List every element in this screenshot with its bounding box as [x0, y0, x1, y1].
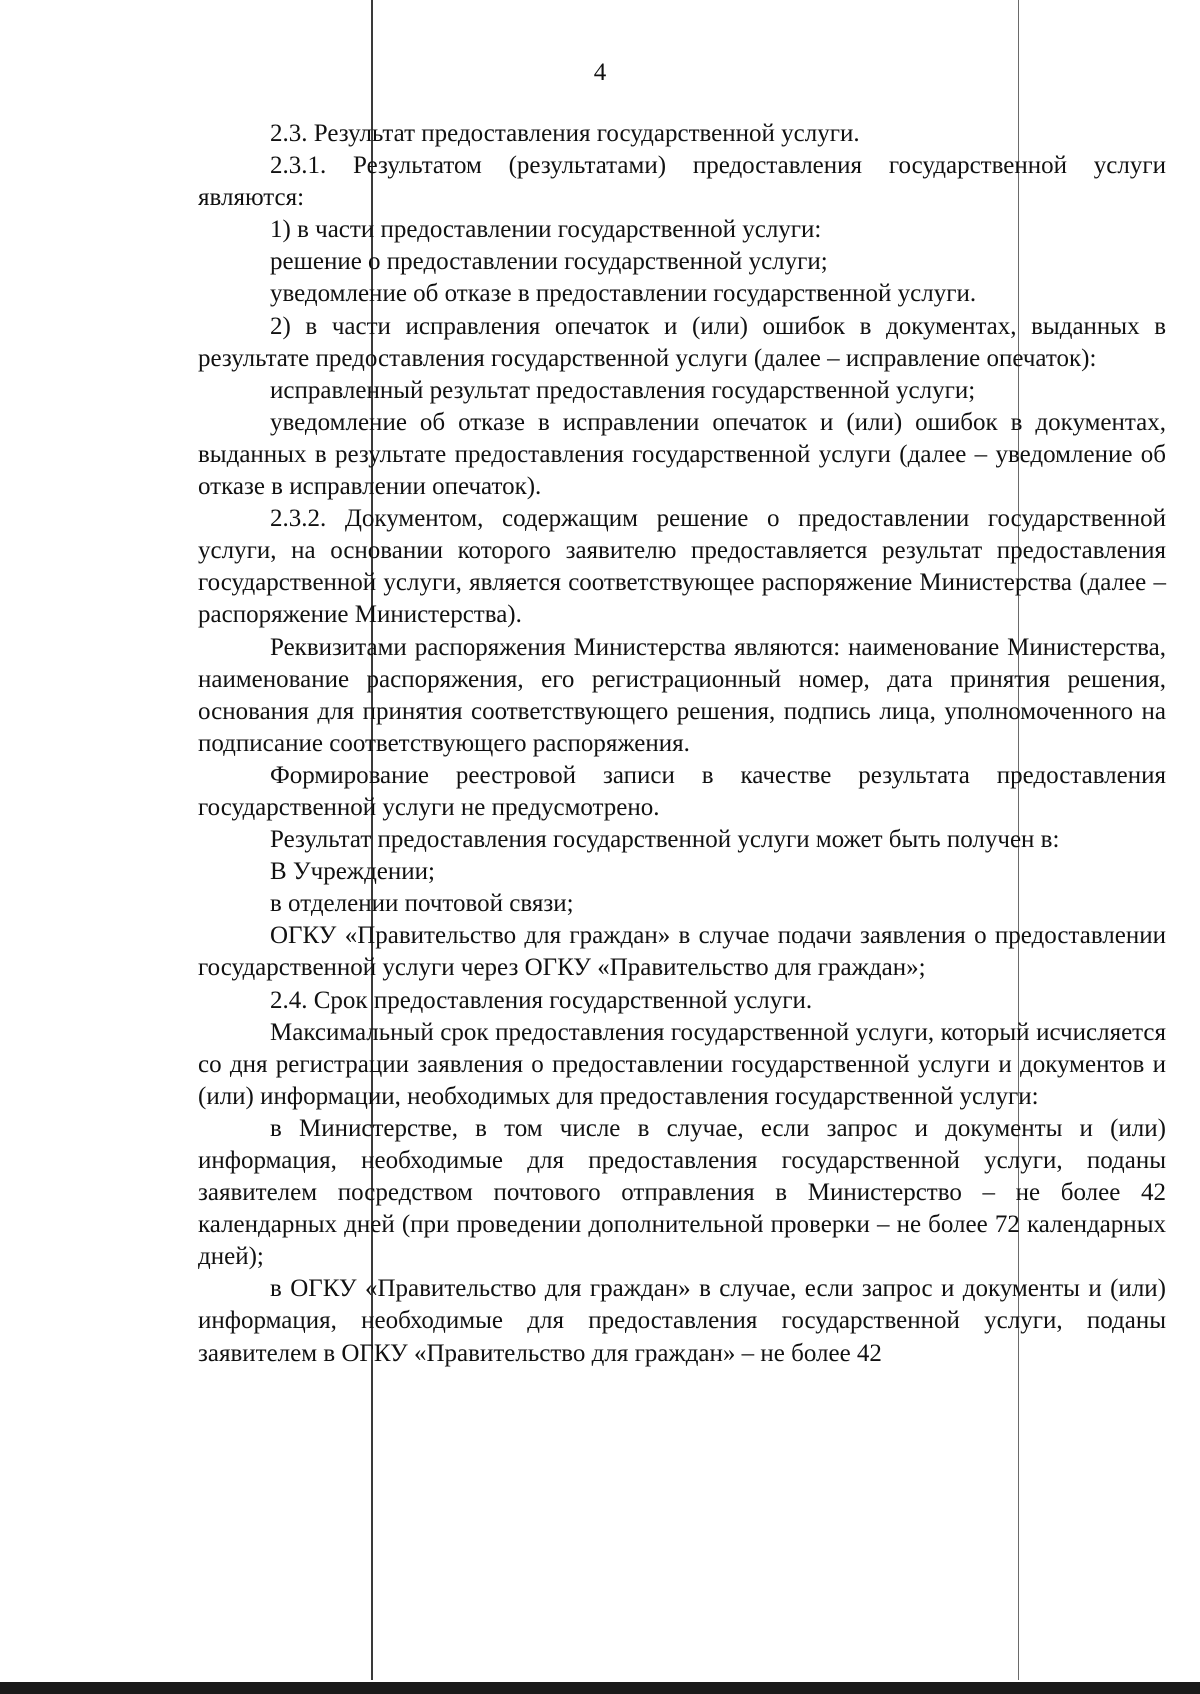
paragraph: Результат предоставления государственной услуги может быть получен в:: [270, 826, 1060, 854]
paragraph: в отделении почтовой связи;: [270, 890, 574, 918]
paragraph: 2.3. Результат предоставления государственной услуги.: [270, 120, 860, 147]
paragraph: Формирование реестровой записи в качестве результата предоставления государственной услуги не предусмотрено.: [198, 761, 1166, 821]
paragraph: решение о предоставлении государственной услуги;: [270, 248, 828, 276]
paragraph: Максимальный срок предоставления государственной услуги, который исчисляется со дня регистрации заявления о предоставлении государственной услуги и документов и (или) информации, необходимых для предоставления государственной услуги:: [198, 1018, 1166, 1110]
paragraph: 2) в части исправления опечаток и (или) ошибок в документах, выданных в результате предоставления государственной услуги (далее – исправление опечаток):: [198, 312, 1166, 372]
document-body: [198, 118, 1166, 1370]
scan-edge-bar: [0, 1682, 1200, 1694]
paragraph: исправленный результат предоставления государственной услуги;: [270, 376, 976, 404]
paragraph: В Учреждении;: [270, 858, 435, 886]
page-number: 4: [593, 59, 607, 86]
paragraph: 2.3.1. Результатом (результатами) предоставления государственной услуги являются:: [198, 152, 1166, 212]
paragraph: 1) в части предоставлении государственной услуги:: [270, 216, 822, 244]
paragraph: уведомление об отказе в предоставлении государственной услуги.: [270, 280, 977, 308]
paragraph: ОГКУ «Правительство для граждан» в случае подачи заявления о предоставлении государственной услуги через ОГКУ «Правительство для граждан»;: [198, 922, 1166, 982]
paragraph: уведомление об отказе в исправлении опечаток и (или) ошибок в документах, выданных в результате предоставления государственной услуги (далее – уведомление об отказе в исправлении опечаток).: [198, 408, 1166, 501]
paragraph: Реквизитами распоряжения Министерства являются: наименование Министерства, наименование распоряжения, его регистрационный номер, дата принятия решения, основания для принятия соответствующего решения, подпись лица, уполномоченного на подписание соответствующего распоряжения.: [198, 633, 1166, 757]
paragraph: 2.3.2. Документом, содержащим решение о предоставлении государственной услуги, на основании которого заявителю предоставляется результат предоставления государственной услуги, является соответствующее распоряжение Министерства (далее – распоряжение Министерства).: [198, 505, 1166, 629]
paragraph: 2.4. Срок предоставления государственной услуги.: [270, 986, 813, 1014]
paragraph: в ОГКУ «Правительство для граждан» в случае, если запрос и документы и (или) информация, необходимые для предоставления государственной услуги, поданы заявителем в ОГКУ «Правительство для граждан» – не более 42: [198, 1275, 1166, 1367]
paragraph: в Министерстве, в том числе в случае, если запрос и документы и (или) информация, необходимые для предоставления государственной услуги, поданы заявителем посредством почтового отправления в Министерство – не более 42 календарных дней (при проведении дополнительной проверки – не более 72 календарных дней);: [198, 1114, 1166, 1271]
